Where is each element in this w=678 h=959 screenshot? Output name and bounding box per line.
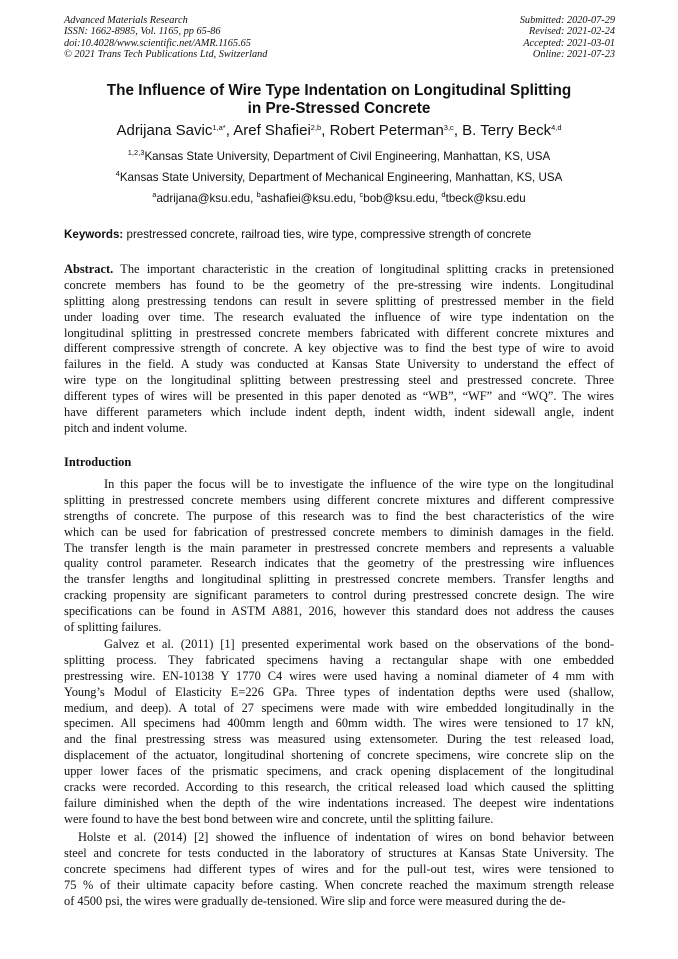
line-text: longitudinal splitting in prestressed concrete members fabricated with different concrete mixtures and [64,325,614,340]
author-name: B. Terry Beck [462,122,552,139]
text-line [64,620,614,636]
line-text: different compressive strength of concrete. A key objective was to find the best type of wire to avoid [64,341,614,356]
email: tbeck@ksu.edu [445,192,526,205]
line-text: different types of wires will be presented in this paper denoted as “WB”, “WF” and “WQ”. The wires [64,389,614,404]
author-sup: 2,b [310,123,322,132]
separator: , [453,122,463,139]
email: bob@ksu.edu, [363,192,442,205]
revised-date: Revised: 2021-02-24 [528,26,615,38]
dates-info [520,15,615,60]
text-line [64,764,614,780]
line-text: In this paper the focus will be to investigate the influence of the wire type on the longitudinal [104,477,614,491]
separator: , [225,122,234,139]
line-text: specimen. All specimens had 400mm length and 60mm width. The wires were tensioned to 17 kN, [64,716,614,731]
line-text: cracking propensity are significant parameters to control during prestressed concrete design. The wire [64,588,614,603]
author-sup: 1,a* [212,123,226,132]
line-text: The transfer length is the main parameter in prestressed concrete members and represents a valuable [64,540,614,555]
author-name: Adrijana Savic [116,122,213,139]
text-line [64,541,614,557]
line-text: prestressing wire. EN-10138 Y 1770 C4 wires were used having a nominal diameter of 4 mm with [64,668,614,683]
line-text: 75 % of their ultimate capacity before casting. When concrete reached the maximum strength release [64,877,614,892]
text-line [64,357,614,373]
text-line [64,509,614,525]
email-sup: c [359,190,364,199]
section-heading-introduction: Introduction [64,455,132,469]
keywords [64,228,531,241]
line-text: which can be used for fabrication of prestressed concrete members to diminish damages in the field. [64,524,614,539]
line-text: under loading over time. The research evaluated the influence of wire type indentation on the [64,309,614,324]
text-line [64,493,614,509]
line-text: the transfer lengths and longitudinal splitting in prestressed concrete members. Transfer lengths and [64,572,614,587]
abstract-label: Abstract. [64,262,114,276]
affiliation-text: Kansas State University, Department of Mechanical Engineering, Manhattan, KS, USA [119,171,563,184]
accepted-date: Accepted: 2021-03-01 [523,37,615,49]
affiliation-sup: 1,2,3 [127,148,145,157]
line-text: pitch and indent volume. [64,420,188,435]
text-line [64,572,614,588]
copyright: © 2021 Trans Tech Publications Ltd, Switzerland [64,48,268,60]
text-line [64,894,614,910]
author-name: Aref Shafiei [233,122,311,139]
paragraph [64,477,614,636]
text-line [64,748,614,764]
affiliation [0,150,678,163]
line-text: cracks were recorded. According to this research, the critical released load which caused the splitting [64,780,614,795]
text-line [64,341,614,357]
author-list [0,122,678,139]
line-text: Holste et al. (2014) [2] showed the influence of indentation of wires on bond behavior between [78,830,614,844]
text-line [64,278,614,294]
text-line [64,262,614,278]
line-text: quality control parameter. Research indicates that the geometry of the prestressing wire influences [64,556,614,571]
email-sup: a [152,190,157,199]
text-line [64,556,614,572]
text-line [64,389,614,405]
line-text: splitting in prestressed concrete members using different concrete mixtures and different compressive [64,492,614,507]
text-line [64,477,614,493]
line-text: concrete specimens had different types of wires and for the pull-out test, wires were tensioned to [64,861,614,876]
paper-title [0,82,678,117]
paragraph [64,830,614,909]
email: ashafiei@ksu.edu, [260,192,360,205]
title-line: in Pre-Stressed Concrete [247,99,431,117]
issn: ISSN: 1662-8985, Vol. 1165, pp 65-86 [64,26,221,38]
line-text: failures in the field. A study was conducted at Kansas State University to understand the effect of [64,357,614,372]
line-text: splitting along prestressing tendons can result in severe splitting of prestressed member in the field [64,293,614,308]
line-text: have different parameters which include indent depth, indent width, indent sidewall angle, indent [64,405,614,420]
text-line [64,310,614,326]
line-text: steel and concrete for tests conducted in the laboratory of structures at Kansas State University. The [64,845,614,860]
text-line [64,716,614,732]
email-sup: b [256,190,261,199]
text-line [64,421,614,437]
online-date: Online: 2021-07-23 [532,48,615,60]
journal-info [64,15,267,60]
text-line [64,812,614,828]
line-text: of splitting failures. [64,620,162,635]
line-text: Galvez et al. (2011) [1] presented experimental work based on the observations of the bond- [104,637,614,651]
keywords-label: Keywords: [64,228,124,241]
separator: , [321,122,330,139]
text-line [64,637,614,653]
text-line [64,701,614,717]
line-text: splitting process. They fabricated specimens having a rectangular shape with one embedded [64,652,614,667]
doi: doi:10.4028/www.scientific.net/AMR.1165.65 [64,37,251,49]
text-line [64,732,614,748]
line-text: were found to have the best bond between wire and concrete, until the splitting failure. [64,811,494,826]
text-line [64,846,614,862]
text-line [64,796,614,812]
line-text: specifications can be found in ASTM A881, 2016, however this standard does not address the causes [64,604,614,619]
text-line [64,525,614,541]
line-text: medium, and deep). A total of 27 specimens were made with wire embedded longitudinally in the [64,700,614,715]
line-text: concrete members has found to be the geometry of the pre-stressing wire indents. Longitudinal [64,277,614,292]
text-line [64,653,614,669]
text-line [64,862,614,878]
text-line [64,294,614,310]
author-sup: 4,d [551,123,562,132]
text-line [64,588,614,604]
affiliation [0,171,678,184]
text-line [64,405,614,421]
email-sup: d [441,190,446,199]
text-line [64,780,614,796]
title-line: The Influence of Wire Type Indentation on Longitudinal Splitting [106,82,572,99]
text-line [64,685,614,701]
text-line [64,878,614,894]
journal-name: Advanced Materials Research [64,15,188,26]
line-text: wire type on the longitudinal splitting between prestressing steel and prestressed concrete. Three [64,373,614,388]
abstract [64,262,614,437]
line-text: The important characteristic in the creation of longitudinal splitting cracks in pretensioned [113,262,614,276]
text-line [64,604,614,620]
email: adrijana@ksu.edu, [156,192,257,205]
author-sup: 3,c [443,123,454,132]
line-text: Young’s Modul of Elasticity E=226 GPa. Three types of indentation depths were used (shallow, [64,684,614,699]
submitted-date: Submitted: 2020-07-29 [519,15,615,26]
line-text: of 4500 psi, the wires were gradually de-tensioned. Wire slip and force were measured during the de- [64,893,566,908]
line-text: failure diminished when the depth of the wire indentations increased. The deepest wire indentations [64,795,614,810]
text-line [64,326,614,342]
affiliation-text: Kansas State University, Department of Civil Engineering, Manhattan, KS, USA [144,150,551,163]
author-name: Robert Peterman [329,122,444,139]
text-line [64,830,614,846]
line-text: upper lower faces of the prismatic specimens, and crack opening displacement of the longitudinal [64,764,614,779]
text-line [64,669,614,685]
text-line [64,373,614,389]
line-text: and the final prestressing stress was measured using extensometer. During the test released load, [64,732,614,747]
line-text: strengths of concrete. The purpose of this research was to find the best characteristics of the wire [64,508,614,523]
line-text: displacement of the actuator, longitudinal shortening of concrete specimens, wire concrete slip on the [64,748,614,763]
affiliation-sup: 4 [115,169,120,178]
keywords-text: prestressed concrete, railroad ties, wire type, compressive strength of concrete [123,228,532,241]
paragraph [64,637,614,828]
emails [0,192,678,205]
